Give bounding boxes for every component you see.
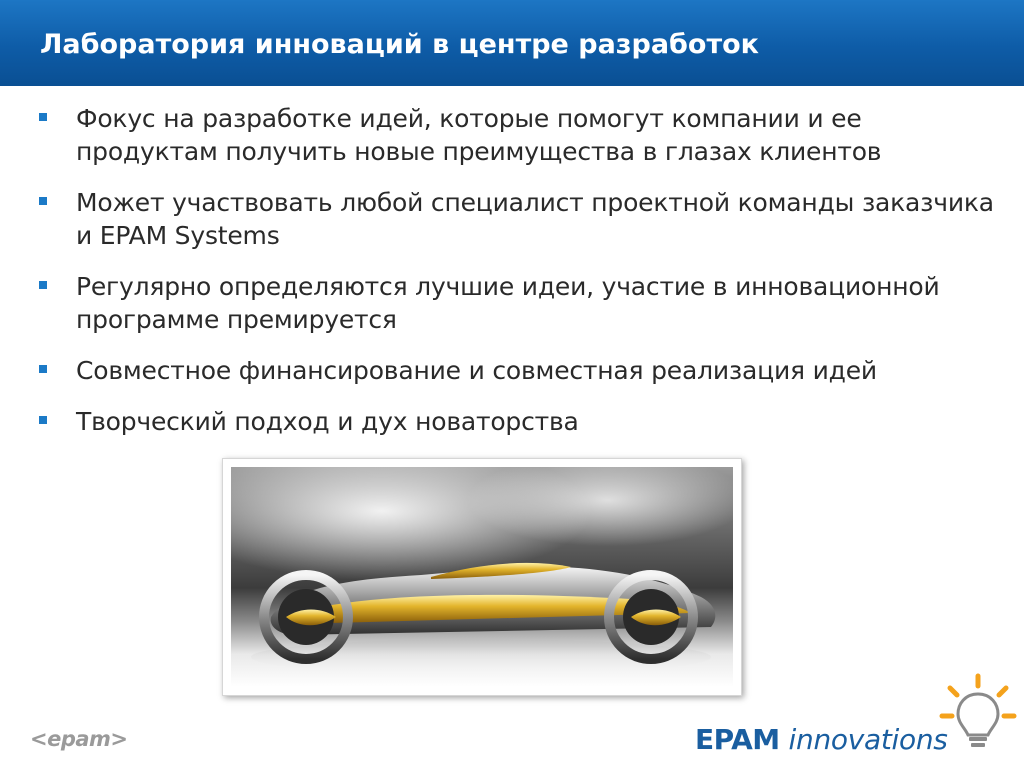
concept-car-photo-frame	[222, 458, 742, 696]
bullet-list	[36, 102, 996, 456]
square-bullet-icon	[39, 416, 47, 424]
lightbulb-icon	[938, 672, 1018, 756]
epam-logo: <epam>	[30, 727, 128, 751]
innovations-word: innovations	[788, 723, 948, 756]
concept-car-photo	[231, 467, 733, 687]
bullet-text: Регулярно определяются лучшие идеи, участие в инновационной программе премируется	[76, 272, 940, 334]
bullet-text: Совместное финансирование и совместная реализация идей	[76, 356, 877, 385]
square-bullet-icon	[39, 281, 47, 289]
square-bullet-icon	[39, 113, 47, 121]
slide-title: Лаборатория инноваций в центре разработок	[40, 29, 759, 60]
bullet-text: Творческий подход и дух новаторства	[76, 407, 579, 436]
bullet-item	[36, 186, 996, 252]
bullet-item	[36, 354, 996, 387]
title-bar	[0, 0, 1024, 86]
bullet-item	[36, 405, 996, 438]
bullet-item	[36, 270, 996, 336]
epam-innovations-logo	[695, 720, 948, 760]
square-bullet-icon	[39, 365, 47, 373]
bullet-text: Может участвовать любой специалист проектной команды заказчика и EPAM Systems	[76, 188, 994, 250]
innovations-brand: EPAM	[695, 723, 780, 756]
square-bullet-icon	[39, 197, 47, 205]
concept-car-illustration	[231, 467, 733, 687]
bullet-item	[36, 102, 996, 168]
bullet-text: Фокус на разработке идей, которые помогут компании и ее продуктам получить новые преимущества в глазах клиентов	[76, 104, 882, 166]
